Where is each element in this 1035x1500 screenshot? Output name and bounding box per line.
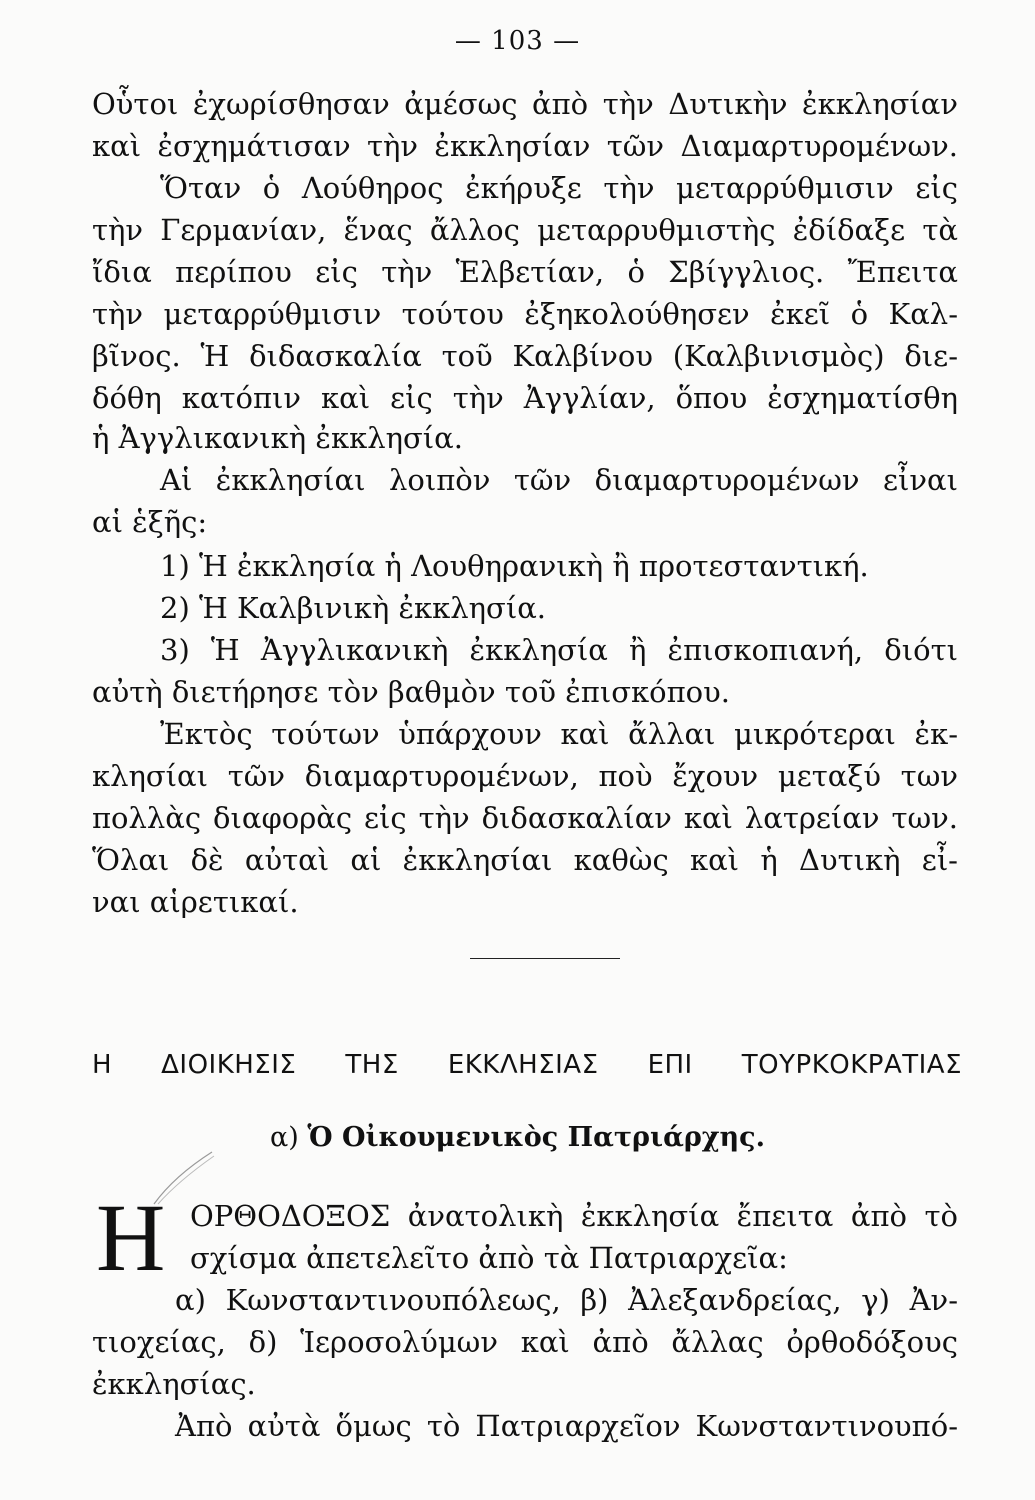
- text-line: κλησίαι τῶν διαμαρτυρομένων, ποὺ ἔχουν μεταξύ των: [92, 759, 958, 793]
- page-number: — 103 —: [454, 26, 581, 56]
- text-line: βῖνος. Ἡ διδασκαλία τοῦ Καλβίνου (Καλβινισμὸς) διε-: [92, 339, 958, 373]
- list-item: 1) Ἡ ἐκκλησία ἡ Λουθηρανικὴ ἢ προτεσταντική.: [160, 549, 869, 583]
- text-line: ΟΡΘΟΔΟΞΟΣ ἀνατολικὴ ἐκκλησία ἔπειτα ἀπὸ τὸ: [190, 1199, 958, 1233]
- text-line: αἱ ἑξῆς:: [92, 505, 208, 539]
- text-line: τὴν μεταρρύθμισιν τούτου ἐξηκολούθησεν ἐκεῖ ὁ Καλ-: [92, 297, 958, 331]
- text-line: ἴδια περίπου εἰς τὴν Ἑλβετίαν, ὁ Σβίγγλιος. Ἔπειτα: [92, 255, 958, 289]
- text-line: τιοχείας, δ) Ἱεροσολύμων καὶ ἀπὸ ἄλλας ὀρθοδόξους: [92, 1325, 958, 1359]
- text-line: Ὅλαι δὲ αὐταὶ αἱ ἐκκλησίαι καθὼς καὶ ἡ Δυτικὴ εἶ-: [92, 843, 958, 877]
- list-item: 3) Ἡ Ἀγγλικανικὴ ἐκκλησία ἢ ἐπισκοπιανή, διότι: [160, 633, 958, 667]
- text-line: δόθη κατόπιν καὶ εἰς τὴν Ἀγγλίαν, ὅπου ἐσχηματίσθη: [92, 381, 958, 415]
- text-line: Οὗτοι ἐχωρίσθησαν ἀμέσως ἀπὸ τὴν Δυτικὴν ἐκκλησίαν: [92, 87, 958, 121]
- list-item: αὐτὴ διετήρησε τὸν βαθμὸν τοῦ ἐπισκόπου.: [92, 675, 730, 709]
- text-line: ναι αἱρετικαί.: [92, 885, 299, 919]
- text-line: Αἱ ἐκκλησίαι λοιπὸν τῶν διαμαρτυρομένων εἶναι: [160, 463, 958, 497]
- text-line: Ὅταν ὁ Λούθηρος ἐκήρυξε τὴν μεταρρύθμισιν εἰς: [160, 171, 958, 205]
- text-line: ἡ Ἀγγλικανικὴ ἐκκλησία.: [92, 421, 463, 455]
- section-heading: Η ΔΙΟΙΚΗΣΙΣ ΤΗΣ ΕΚΚΛΗΣΙΑΣ ΕΠΙ ΤΟΥΡΚΟΚΡΑΤΙΑΣ: [92, 1050, 962, 1080]
- text-line: Ἐκτὸς τούτων ὑπάρχουν καὶ ἄλλαι μικρότεραι ἐκ-: [160, 717, 958, 751]
- text-line: σχίσμα ἀπετελεῖτο ἀπὸ τὰ Πατριαρχεῖα:: [190, 1241, 788, 1275]
- text-line: τὴν Γερμανίαν, ἕνας ἄλλος μεταρρυθμιστὴς ἐδίδαξε τὰ: [92, 213, 958, 247]
- section-divider: [470, 958, 620, 959]
- text-line: Ἀπὸ αὐτὰ ὅμως τὸ Πατριαρχεῖον Κωνσταντινουπό-: [175, 1409, 958, 1443]
- text-line: α) Κωνσταντινουπόλεως, β) Ἀλεξανδρείας, γ) Ἀν-: [175, 1283, 958, 1317]
- drop-cap: Η: [96, 1184, 166, 1291]
- subheading-prefix: α): [269, 1122, 299, 1153]
- subheading-title: Ὁ Οἰκουμενικὸς Πατριάρχης.: [307, 1122, 766, 1153]
- text-line: καὶ ἐσχημάτισαν τὴν ἐκκλησίαν τῶν Διαμαρτυρομένων.: [92, 129, 958, 163]
- text-line: πολλὰς διαφορὰς εἰς τὴν διδασκαλίαν καὶ λατρείαν των.: [92, 801, 958, 835]
- text-line: ἐκκλησίας.: [92, 1367, 256, 1401]
- list-item: 2) Ἡ Καλβινικὴ ἐκκλησία.: [160, 591, 546, 625]
